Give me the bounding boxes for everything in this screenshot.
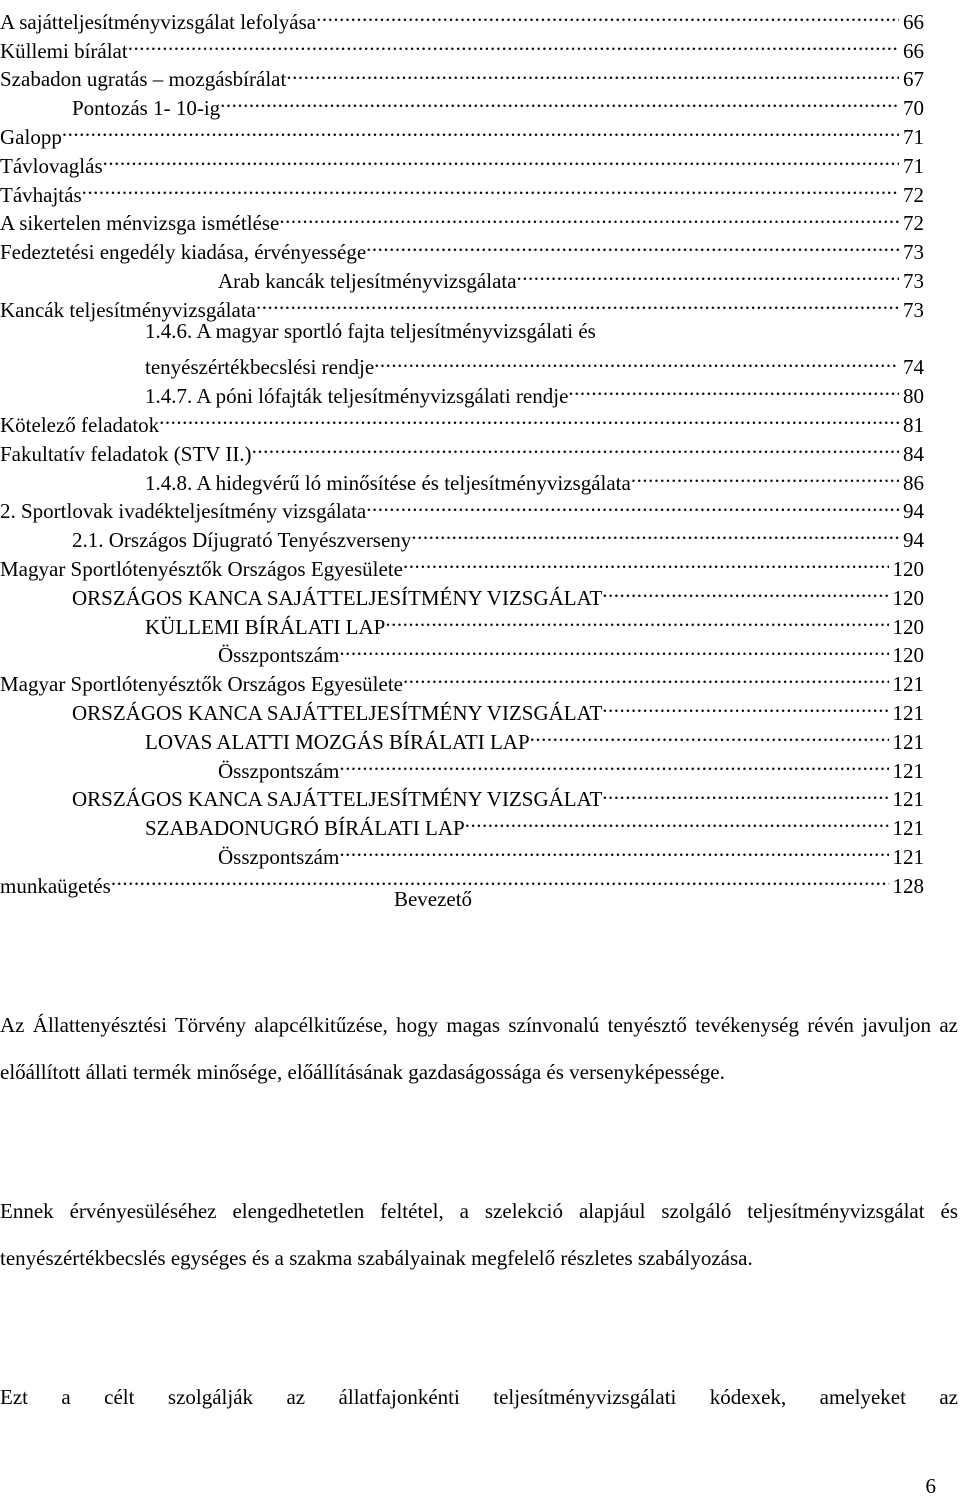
toc-entry-label: Távlovaglás bbox=[0, 153, 103, 178]
dot-leader bbox=[602, 691, 888, 720]
dot-leader bbox=[103, 144, 899, 173]
paragraph: Ennek érvényesüléséhez elengedhetetlen feltétel, a szelekció alapjául szolgáló teljesítményvizsgálat és tenyészértékbecslés egységes és a szakma szabályainak megfelelő részletes szabályozása. bbox=[0, 1199, 958, 1270]
toc-entry-page: 121 bbox=[892, 787, 924, 812]
toc-entry-label: ORSZÁGOS KANCA SAJÁTTELJESÍTMÉNY VIZSGÁLAT bbox=[72, 787, 603, 812]
toc-entry-label: munkaügetés bbox=[0, 873, 111, 898]
toc-entry[interactable] bbox=[0, 490, 924, 524]
toc-entry-page: 120 bbox=[892, 643, 924, 668]
toc-entry[interactable] bbox=[0, 115, 924, 149]
dot-leader bbox=[252, 432, 899, 461]
dot-leader bbox=[279, 202, 899, 231]
dot-leader bbox=[602, 778, 888, 807]
toc-entry-label: Pontozás 1- 10-ig bbox=[72, 96, 221, 121]
dot-leader bbox=[403, 547, 889, 576]
dot-leader bbox=[128, 29, 899, 58]
dot-leader bbox=[631, 461, 899, 490]
toc-entry[interactable] bbox=[0, 144, 924, 178]
toc-entry[interactable] bbox=[0, 662, 924, 697]
toc-entry-page: 80 bbox=[903, 384, 924, 409]
toc-entry-page: 121 bbox=[892, 816, 924, 841]
toc-entry-label: 2.1. Országos Díjugrató Tenyészverseny bbox=[72, 528, 412, 553]
dot-leader bbox=[220, 86, 899, 115]
toc-entry-label: 1.4.6. A magyar sportló fajta teljesítményvizsgálati és bbox=[145, 318, 596, 343]
toc-entry-label: Szabadon ugratás – mozgásbírálat bbox=[0, 67, 287, 92]
toc-entry-label: Összpontszám bbox=[218, 643, 340, 668]
toc-entry-page: 73 bbox=[903, 297, 924, 322]
dot-leader bbox=[316, 0, 899, 29]
toc-entry-page: 86 bbox=[903, 470, 924, 495]
toc-entry-page: 66 bbox=[903, 38, 924, 63]
toc-entry[interactable] bbox=[0, 778, 924, 812]
dot-leader bbox=[159, 403, 899, 432]
toc-entry-page: 72 bbox=[903, 182, 924, 207]
toc-entry[interactable] bbox=[0, 374, 924, 409]
dot-leader bbox=[82, 173, 899, 202]
toc-entry[interactable] bbox=[0, 403, 924, 437]
dot-leader bbox=[568, 374, 899, 403]
toc-entry-page: 121 bbox=[892, 758, 924, 783]
toc-entry-label: A sajátteljesítményvizsgálat lefolyása bbox=[0, 9, 317, 34]
dot-leader bbox=[385, 605, 888, 634]
toc-entry-label: LOVAS ALATTI MOZGÁS BÍRÁLATI LAP bbox=[145, 729, 530, 754]
dot-leader bbox=[530, 720, 889, 749]
toc-entry-label: 1.4.8. A hidegvérű ló minősítése és teljesítményvizsgálata bbox=[145, 470, 631, 495]
paragraph: Az Állattenyésztési Törvény alapcélkitűzése, hogy magas színvonalú tenyésztő tevékenység révén javuljon az előállított állati termék minősége, előállításának gazdaságossága és versenyképessége. bbox=[0, 1013, 958, 1084]
toc-entry-page: 94 bbox=[903, 528, 924, 553]
toc-entry-page: 74 bbox=[903, 355, 924, 380]
paragraph: Ezt a célt szolgálják az állatfajonkénti teljesítményvizsgálati kódexek, amelyeket az bbox=[0, 1385, 958, 1409]
dot-leader bbox=[465, 806, 889, 835]
toc-entry-label: Kötelező feladatok bbox=[0, 412, 160, 437]
toc-entry-label: Galopp bbox=[0, 124, 62, 149]
toc-entry[interactable] bbox=[0, 29, 924, 63]
dot-leader bbox=[286, 58, 899, 87]
toc-entry[interactable] bbox=[0, 288, 924, 322]
dot-leader bbox=[62, 115, 899, 144]
toc-entry-page: 120 bbox=[892, 614, 924, 639]
toc-entry-page: 128 bbox=[892, 873, 924, 898]
toc-entry-page: 71 bbox=[903, 153, 924, 178]
toc-entry[interactable] bbox=[0, 835, 924, 869]
toc-entry-label: Magyar Sportlótenyésztők Országos Egyesülete bbox=[0, 672, 403, 697]
toc-entry-page: 70 bbox=[903, 96, 924, 121]
dot-leader bbox=[517, 259, 899, 288]
toc-entry-page: 121 bbox=[892, 844, 924, 869]
dot-leader bbox=[374, 346, 899, 375]
toc-entry-label: Fedeztetési engedély kiadása, érvényessége bbox=[0, 240, 367, 265]
toc-entry-page: 81 bbox=[903, 412, 924, 437]
toc-entry-page: 72 bbox=[903, 211, 924, 236]
toc-entry-label: Távhajtás bbox=[0, 182, 82, 207]
dot-leader bbox=[256, 288, 899, 317]
page-number: 6 bbox=[925, 1474, 936, 1498]
toc-entry-label: KÜLLEMI BÍRÁLATI LAP bbox=[145, 614, 386, 639]
toc-entry-label: ORSZÁGOS KANCA SAJÁTTELJESÍTMÉNY VIZSGÁLAT bbox=[72, 585, 603, 610]
toc-entry-label: Összpontszám bbox=[218, 844, 340, 869]
dot-leader bbox=[602, 576, 888, 605]
toc-entry-page: 120 bbox=[892, 585, 924, 610]
dot-leader bbox=[366, 490, 899, 519]
toc-entry-label: Magyar Sportlótenyésztők Országos Egyesülete bbox=[0, 556, 403, 581]
toc-entry[interactable] bbox=[0, 58, 924, 92]
toc-entry-label: ORSZÁGOS KANCA SAJÁTTELJESÍTMÉNY VIZSGÁLAT bbox=[72, 700, 603, 725]
toc-entry[interactable] bbox=[0, 202, 924, 236]
toc-entry-page: 121 bbox=[892, 700, 924, 725]
toc-entry-page: 121 bbox=[892, 729, 924, 754]
toc-entry-label: Arab kancák teljesítményvizsgálata bbox=[218, 268, 517, 293]
toc-entry-label: Összpontszám bbox=[218, 758, 340, 783]
dot-leader bbox=[339, 634, 888, 663]
toc-entry-page: 121 bbox=[892, 672, 924, 697]
toc-entry-label: Kancák teljesítményvizsgálata bbox=[0, 297, 256, 322]
dot-leader bbox=[403, 662, 889, 691]
toc-entry[interactable] bbox=[0, 749, 924, 783]
toc-entry-page: 73 bbox=[903, 268, 924, 293]
toc-entry-page: 67 bbox=[903, 67, 924, 92]
toc-entry-label: A sikertelen ménvizsga ismétlése bbox=[0, 211, 280, 236]
toc-entry-page: 71 bbox=[903, 124, 924, 149]
toc-entry-label: Fakultatív feladatok (STV II.) bbox=[0, 441, 252, 466]
toc-entry-page: 120 bbox=[892, 556, 924, 581]
toc-entry-label: SZABADONUGRÓ BÍRÁLATI LAP bbox=[145, 816, 465, 841]
dot-leader bbox=[339, 835, 888, 864]
toc-entry-label: 2. Sportlovak ivadékteljesítmény vizsgálata bbox=[0, 499, 367, 524]
toc-entry-label: 1.4.7. A póni lófajták teljesítményvizsgálati rendje bbox=[145, 384, 569, 409]
dot-leader bbox=[339, 749, 888, 778]
toc-entry[interactable] bbox=[0, 346, 924, 380]
dot-leader bbox=[411, 518, 899, 547]
toc-entry-page: 66 bbox=[903, 9, 924, 34]
toc-entry-page: 84 bbox=[903, 441, 924, 466]
toc-entry-label: Küllemi bírálat bbox=[0, 38, 128, 63]
section-heading: Bevezető bbox=[393, 887, 473, 911]
toc-entry[interactable] bbox=[0, 173, 924, 207]
toc-entry[interactable] bbox=[0, 0, 924, 34]
toc-entry-page: 94 bbox=[903, 499, 924, 524]
toc-entry-page: 73 bbox=[903, 240, 924, 265]
toc-entry[interactable] bbox=[0, 634, 924, 668]
dot-leader bbox=[366, 230, 899, 259]
toc-entry-label: tenyészértékbecslési rendje bbox=[145, 355, 375, 380]
